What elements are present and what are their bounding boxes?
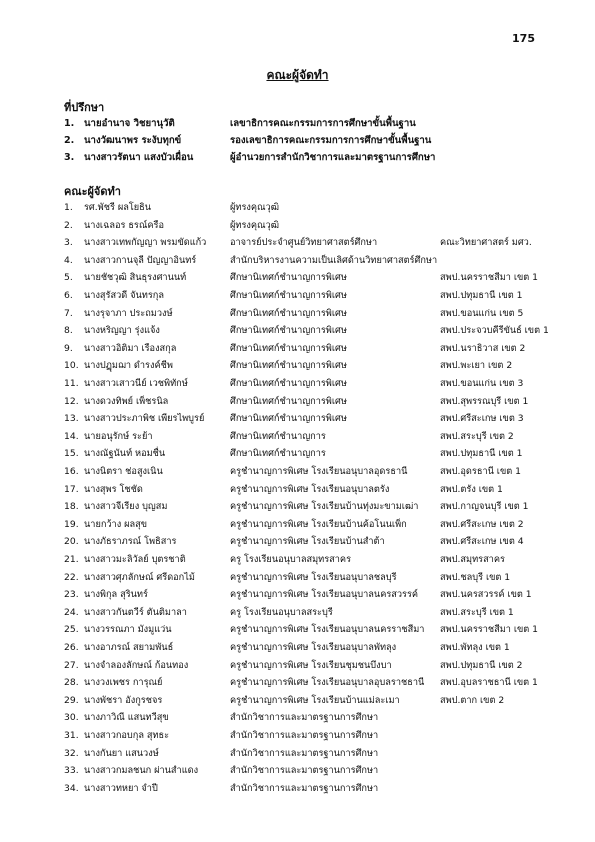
team-org: สพป.ปทุมธานี เขต 2 [440, 659, 523, 671]
team-number: 15. [64, 448, 79, 460]
team-number: 1. [64, 202, 73, 213]
team-number: 21. [64, 554, 79, 565]
team-number: 7. [64, 307, 73, 319]
advisor-number: 3. [64, 152, 75, 163]
team-position: ศึกษานิเทศก์ชำนาญการพิเศษ [230, 325, 347, 337]
team-position: ครูชำนาญการพิเศษ โรงเรียนชุมชนบึงบา [230, 659, 392, 671]
team-name: นางสุพร โชชัด [84, 483, 143, 495]
team-name: นางดวงทิพย์ เพ็ชรนิล [84, 395, 169, 407]
team-number: 29. [64, 694, 79, 706]
team-number: 12. [64, 395, 79, 407]
team-position: ศึกษานิเทศก์ชำนาญการพิเศษ [230, 378, 347, 389]
team-name: นางสาวศุภลักษณ์ ศรีดอกไม้ [84, 571, 195, 583]
advisor-name: นางสาวรัตนา แสงบัวเผื่อน [84, 152, 194, 163]
team-number: 19. [64, 518, 79, 530]
team-name: นางสาวจีเรียง บุญสม [84, 501, 168, 513]
team-position: ครูชำนาญการพิเศษ โรงเรียนอนุบาลอุดรธานี [230, 466, 408, 477]
team-position: ครูชำนาญการพิเศษ โรงเรียนอนุบาลตรัง [230, 483, 390, 495]
team-org: สพป.ตาก เขต 2 [440, 694, 505, 706]
team-position: ครูชำนาญการพิเศษ โรงเรียนอนุบาลชลบุรี [230, 571, 397, 583]
team-org: สพป.พะเยา เขต 2 [440, 360, 513, 372]
team-position: ศึกษานิเทศก์ชำนาญการพิเศษ [230, 272, 347, 284]
team-org: สพป.ประจวบคีรีขันธ์ เขต 1 [440, 325, 549, 337]
team-position: สำนักวิชาการและมาตรฐานการศึกษา [230, 730, 379, 741]
advisor-name: นายอำนาจ วิชยานุวัติ [84, 118, 175, 129]
team-name: นางสุรัสวดี จันทรกุล [84, 290, 164, 301]
team-org: สพป.ศรีสะเกษ เขต 4 [440, 536, 524, 548]
team-number: 26. [64, 642, 79, 653]
team-position: ศึกษานิเทศก์ชำนาญการ [230, 448, 326, 460]
team-name: นางเฉลอร ธรณ์ครือ [84, 219, 164, 231]
team-org: สพป.ชลบุรี เขต 1 [440, 571, 511, 583]
team-name: นางสาวมะลิวัลย์ บุตรชาติ [84, 554, 186, 565]
team-name: นางอาภรณ์ สยามพันธ์ [84, 642, 174, 653]
team-position: ครูชำนาญการพิเศษ โรงเรียนอนุบาลนครสวรรค์ [230, 589, 419, 601]
team-name: นางหริญญา รุ่งแจ้ง [84, 325, 160, 337]
team-name: นางสาวกมลชนก ผ่านสำแดง [84, 765, 199, 777]
team-org: สพป.สุพรรณบุรี เขต 1 [440, 395, 529, 407]
team-number: 4. [64, 254, 73, 266]
team-position: ครู โรงเรียนอนุบาลสระบุรี [230, 606, 333, 618]
team-name: นางสาวกอบกุล สุทธะ [84, 730, 170, 741]
team-name: นางปฏุมฌา ดำรงค์ชีพ [84, 360, 173, 372]
team-org: สพป.ศรีสะเกษ เขต 3 [440, 413, 524, 425]
team-org: สพป.นครราชสีมา เขต 1 [440, 272, 539, 284]
advisor-number: 1. [64, 118, 75, 129]
team-name: นางนิตรา ช่อสูงเนิน [84, 466, 163, 477]
team-position: ครูชำนาญการพิเศษ โรงเรียนบ้านแม่ละเมา [230, 694, 400, 706]
advisor-name: นางวัฒนาพร ระงับทุกข์ [84, 135, 182, 146]
team-number: 10. [64, 360, 79, 372]
team-org: สพป.ปทุมธานี เขต 1 [440, 448, 523, 460]
team-number: 20. [64, 536, 79, 548]
team-number: 31. [64, 730, 79, 741]
team-number: 14. [64, 430, 79, 442]
team-org: สพป.ปทุมธานี เขต 1 [440, 290, 523, 301]
team-name: นายชัชวุฒิ สินธุรงศานนท์ [84, 272, 187, 284]
team-position: ครูชำนาญการพิเศษ โรงเรียนอนุบาลพัทลุง [230, 642, 397, 653]
team-position: ครูชำนาญการพิเศษ โรงเรียนบ้านทุ่งมะขามเฒ่า [230, 501, 419, 513]
team-position: ศึกษานิเทศก์ชำนาญการพิเศษ [230, 360, 347, 372]
team-position: ครู โรงเรียนอนุบาลสมุทรสาคร [230, 554, 352, 565]
team-number: 27. [64, 659, 79, 671]
team-name: นางสาวอิติมา เรืองสกุล [84, 342, 177, 354]
team-org: สพป.สระบุรี เขต 2 [440, 430, 514, 442]
team-position: สำนักวิชาการและมาตรฐานการศึกษา [230, 747, 379, 759]
advisor-position: เลขาธิการคณะกรรมการการศึกษาขั้นพื้นฐาน [230, 118, 416, 129]
team-position: ครูชำนาญการพิเศษ โรงเรียนบ้านสำต้า [230, 536, 385, 548]
team-org: สพป.ขอนแก่น เขต 5 [440, 307, 524, 319]
team-org: สพป.สระบุรี เขต 1 [440, 606, 514, 618]
team-org: สพป.กาญจนบุรี เขต 1 [440, 501, 529, 513]
team-org: สพป.ขอนแก่น เขต 3 [440, 378, 524, 389]
team-name: นางณัฐนันท์ หอมชื่น [84, 448, 166, 460]
team-position: ศึกษานิเทศก์ชำนาญการ [230, 430, 326, 442]
team-position: ครูชำนาญการพิเศษ โรงเรียนอนุบาลอุบลราชธานี [230, 677, 425, 689]
team-org: สพป.ศรีสะเกษ เขต 2 [440, 518, 524, 530]
team-position: อาจารย์ประจำศูนย์วิทยาศาสตร์ศึกษา [230, 237, 378, 249]
team-name: นางภัธราภรณ์ โพธิสาร [84, 536, 177, 548]
team-number: 2. [64, 219, 73, 231]
team-org: สพป.อุดรธานี เขต 1 [440, 466, 521, 477]
team-name: นางพิกุล สุรินทร์ [84, 589, 148, 601]
team-position: ศึกษานิเทศก์ชำนาญการพิเศษ [230, 290, 347, 301]
team-position: ครูชำนาญการพิเศษ โรงเรียนอนุบาลนครราชสีมา [230, 624, 425, 636]
team-name: นางภาวิณี แสนทวีสุข [84, 712, 169, 724]
team-number: 24. [64, 606, 79, 618]
team-name: รศ.พัชรี ผลโยธิน [84, 202, 152, 213]
team-number: 3. [64, 237, 73, 249]
team-number: 32. [64, 747, 79, 759]
team-position: ศึกษานิเทศก์ชำนาญการพิเศษ [230, 342, 347, 354]
team-org: สพป.พัทลุง เขต 1 [440, 642, 510, 653]
team-name: นางสาวทหยา จำปี [84, 782, 158, 794]
team-name: นางสาวประภาพิช เพียรไพบูรย์ [84, 413, 205, 425]
team-name: นายอนุรักษ์ ระย้า [84, 430, 153, 442]
team-position: สำนักวิชาการและมาตรฐานการศึกษา [230, 765, 379, 777]
team-name: นางวงเพชร การุณย์ [84, 677, 163, 689]
advisor-position: ผู้อำนวยการสำนักวิชาการและมาตรฐานการศึกษา [230, 152, 436, 163]
team-position: สำนักวิชาการและมาตรฐานการศึกษา [230, 782, 379, 794]
page-title: คณะผู้จัดทำ [266, 68, 329, 82]
team-number: 33. [64, 765, 79, 777]
team-position: ศึกษานิเทศก์ชำนาญการพิเศษ [230, 307, 347, 319]
advisors-heading: ที่ปรึกษา [64, 101, 105, 114]
team-number: 11. [64, 378, 79, 389]
team-name: นางสาวกานจุลี ปัญญาอินทร์ [84, 254, 197, 266]
team-position: ผู้ทรงคุณวุฒิ [230, 219, 279, 231]
team-org: สพป.สมุทรสาคร [440, 554, 505, 565]
team-number: 13. [64, 413, 79, 425]
team-number: 6. [64, 290, 73, 301]
advisor-position: รองเลขาธิการคณะกรรมการการศึกษาขั้นพื้นฐาน [230, 135, 432, 146]
team-org: คณะวิทยาศาสตร์ มศว. [440, 237, 532, 249]
team-position: ศึกษานิเทศก์ชำนาญการพิเศษ [230, 413, 347, 425]
team-name: นางสาวเสาวนีย์ เวชพิทักษ์ [84, 378, 188, 389]
team-number: 23. [64, 589, 79, 601]
team-org: สพป.อุบลราชธานี เขต 1 [440, 677, 538, 689]
team-org: สพป.นราธิวาส เขต 2 [440, 342, 526, 354]
team-number: 30. [64, 712, 79, 724]
team-number: 34. [64, 782, 79, 794]
team-position: สำนักบริหารงานความเป็นเลิศด้านวิทยาศาสตร์ศึกษา [230, 254, 438, 266]
advisor-number: 2. [64, 135, 75, 146]
team-org: สพป.นครสวรรค์ เขต 1 [440, 589, 532, 601]
team-number: 28. [64, 677, 79, 689]
team-name: นางกันยา แสนวงษ์ [84, 747, 159, 759]
team-number: 16. [64, 466, 79, 477]
team-position: ครูชำนาญการพิเศษ โรงเรียนบ้านค้อโนนเพ็ก [230, 518, 407, 530]
team-number: 25. [64, 624, 79, 636]
team-name: นายกว้าง ผลสุข [84, 518, 148, 530]
page-number: 175 [512, 32, 535, 45]
team-name: นางพัชรา อังกูรชจร [84, 694, 163, 706]
team-name: นางจำลองลักษณ์ ก้อนทอง [84, 659, 189, 671]
team-position: สำนักวิชาการและมาตรฐานการศึกษา [230, 712, 379, 724]
team-number: 8. [64, 325, 73, 337]
team-name: นางรุจาภา ประถมวงษ์ [84, 307, 173, 319]
team-heading: คณะผู้จัดทำ [64, 185, 121, 198]
team-number: 9. [64, 342, 73, 354]
team-org: สพป.นครราชสีมา เขต 1 [440, 624, 539, 636]
team-position: ผู้ทรงคุณวุฒิ [230, 202, 279, 213]
team-name: นางสาวเทพกัญญา พรมขัดแก้ว [84, 237, 207, 249]
team-name: นางวรรณภา มังมูแว่น [84, 624, 172, 636]
team-position: ศึกษานิเทศก์ชำนาญการพิเศษ [230, 395, 347, 407]
team-number: 18. [64, 501, 79, 513]
team-number: 5. [64, 272, 73, 284]
team-org: สพป.ตรัง เขต 1 [440, 483, 503, 495]
team-number: 22. [64, 571, 79, 583]
team-name: นางสาวกันตวีร์ ตันติมาลา [84, 606, 187, 618]
team-number: 17. [64, 483, 79, 495]
